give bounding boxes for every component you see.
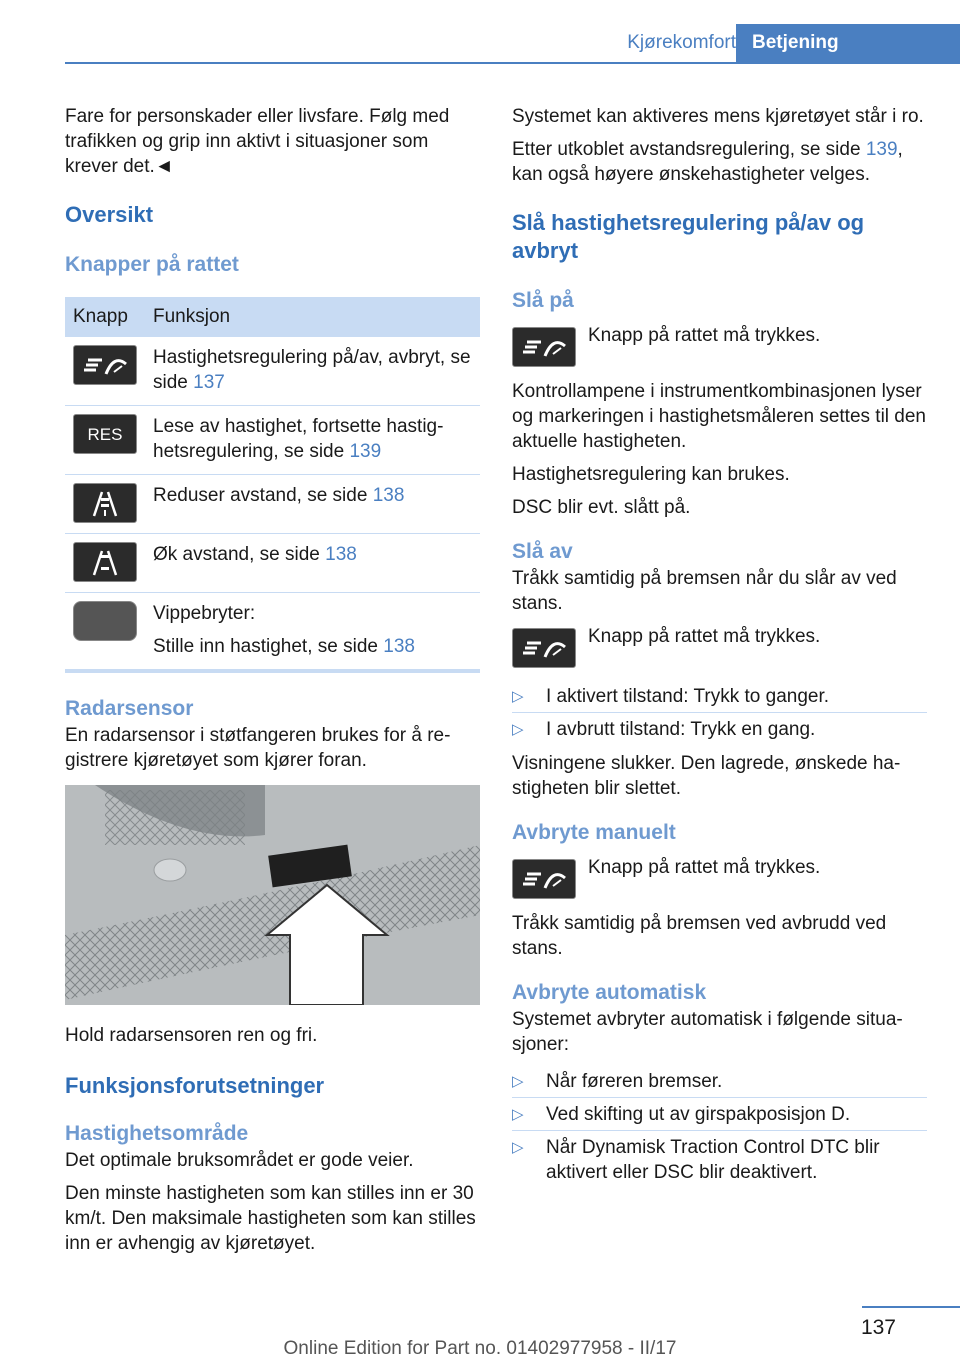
- heading-funksjon: Funksjonsforutsetninger: [65, 1073, 325, 1098]
- speed-control-icon: [512, 628, 576, 668]
- triangle-bullet-icon: ▷: [512, 1139, 524, 1156]
- auto-text: Systemet avbryter automatisk i følgende situasjoner:: [512, 1009, 903, 1055]
- display-off-text: Visningene slukker. Den lagrede, ønskede hastigheten blir slettet.: [512, 753, 901, 799]
- list-item: ▷ Når Dynamisk Traction Control DTC blir aktivert eller DSC blir deaktivert.: [512, 1137, 880, 1183]
- min-max-text: Den minste hastigheten som kan stilles inn er 30 km/t. Den maksimale hastigheten som kan stilles inn er avhengig av kjøretøyet.: [65, 1183, 476, 1254]
- page-link[interactable]: 139: [865, 139, 898, 160]
- press-instruction: Knapp på rattet må trykkes.: [512, 323, 927, 367]
- page-number: 137: [860, 1316, 896, 1339]
- right-column: [512, 104, 927, 1194]
- auto-list: [512, 1065, 927, 1188]
- heading-sla-pa: Slå på: [512, 289, 574, 312]
- col-header-knapp: Knapp: [65, 297, 145, 337]
- list-item: ▷ I aktivert tilstand: Trykk to ganger.: [512, 680, 927, 713]
- press-instruction: Knapp på rattet må trykkes.: [512, 855, 927, 899]
- page-link[interactable]: 138: [383, 636, 415, 657]
- control-lamps-text: Kontrollampene i instrumentkombinasjonen lyser og markeringen i hastighetsmåleren settes til den aktuelle hastigheten.: [512, 381, 927, 452]
- list-item: ▷ I avbrutt tilstand: Trykk en gang.: [512, 719, 816, 740]
- speed-control-icon: [73, 345, 137, 385]
- footer-rule: [862, 1306, 960, 1308]
- rocker-switch-icon: [73, 601, 137, 641]
- heading-auto: Avbryte automatisk: [512, 981, 707, 1004]
- increase-distance-icon: [73, 542, 137, 582]
- page-link[interactable]: 137: [193, 372, 225, 393]
- table-row: Vippebryter: Stille inn hastighet, se side 138: [65, 593, 480, 672]
- stationary-text: Systemet kan aktiveres mens kjøretøyet står i ro.: [512, 106, 924, 127]
- triangle-bullet-icon: ▷: [512, 1073, 524, 1090]
- table-row: Øk avstand, se side 138: [65, 534, 480, 593]
- buttons-table: [65, 297, 480, 673]
- brake-stop-text: Tråkk samtidig på bremsen når du slår av ved stans.: [512, 568, 897, 614]
- triangle-bullet-icon: ▷: [512, 688, 524, 705]
- res-icon: RES: [73, 414, 137, 454]
- table-row: Reduser avstand, se side 138: [65, 475, 480, 534]
- list-item: ▷ Ved skifting ut av girspakposisjon D.: [512, 1098, 927, 1131]
- triangle-bullet-icon: ▷: [512, 721, 524, 738]
- heading-sla: Slå hastighetsregulering på/av og avbryt: [512, 210, 865, 263]
- heading-oversikt: Oversikt: [65, 202, 154, 227]
- radar-sensor-image: [65, 785, 480, 1005]
- heading-hastighetsomrade: Hastighetsområde: [65, 1122, 249, 1145]
- higher-speed-text: Etter utkoblet avstandsregulering, se side 139, kan også høyere ønskehastigheter velges.: [512, 139, 903, 185]
- heading-radar: Radarsensor: [65, 697, 194, 720]
- optimal-text: Det optimale bruksområdet er gode veier.: [65, 1150, 414, 1171]
- page-link[interactable]: 138: [325, 544, 357, 565]
- page-header: [65, 24, 960, 64]
- reduce-distance-icon: [73, 483, 137, 523]
- press-instruction: Knapp på rattet må trykkes.: [512, 624, 927, 668]
- header-tab: Betjening: [736, 24, 960, 62]
- page-link[interactable]: 138: [372, 485, 405, 506]
- speed-control-icon: [512, 327, 576, 367]
- header-section: Kjørekomfort: [627, 32, 736, 53]
- warning-text: Fare for personskader eller livsfare. Følg med trafikken og grip inn aktivt i situasjoner som krever det.◄: [65, 106, 450, 177]
- dsc-text: DSC blir evt. slått på.: [512, 497, 691, 518]
- table-row: RES Lese av hastighet, fortsette hastighetsregulering, se side 139: [65, 406, 480, 475]
- col-header-funksjon: Funksjon: [145, 297, 480, 337]
- deactivate-list: [512, 680, 927, 745]
- clean-text: Hold radarsensoren ren og fri.: [65, 1025, 318, 1046]
- table-row: Hastighetsregulering på/av, avbryt, se side 137: [65, 337, 480, 406]
- speed-control-icon: [512, 859, 576, 899]
- left-column: [65, 104, 480, 1264]
- heading-knapper: Knapper på rattet: [65, 253, 239, 276]
- heading-manuelt: Avbryte manuelt: [512, 821, 676, 844]
- radar-text: En radarsensor i støtfangeren brukes for å registrere kjøretøyet som kjører foran.: [65, 725, 451, 771]
- brake-interrupt-text: Tråkk samtidig på bremsen ved avbrudd ved stans.: [512, 913, 887, 959]
- usable-text: Hastighetsregulering kan brukes.: [512, 464, 790, 485]
- triangle-bullet-icon: ▷: [512, 1106, 524, 1123]
- heading-sla-av: Slå av: [512, 540, 573, 563]
- page-link[interactable]: 139: [349, 441, 382, 462]
- list-item: ▷ Når føreren bremser.: [512, 1065, 927, 1098]
- edition-footer: Online Edition for Part no. 01402977958 - II/17: [283, 1338, 677, 1359]
